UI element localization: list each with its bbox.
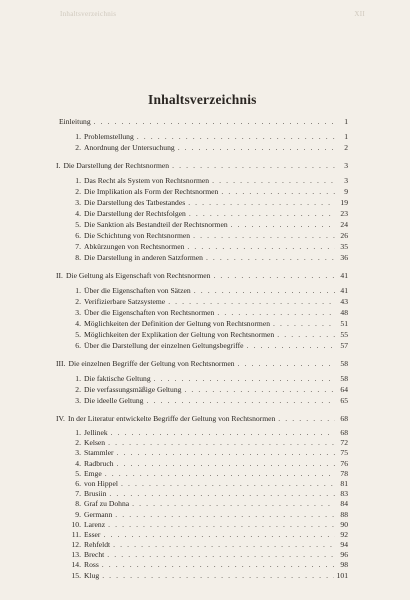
page-number: 68 <box>340 428 348 437</box>
page-number: 43 <box>340 297 348 306</box>
entry-number: 10. <box>71 519 81 529</box>
dot-leader <box>188 197 335 208</box>
toc-subsection-entry[interactable] <box>56 428 348 438</box>
entry-text <box>56 550 104 560</box>
entry-number: III. <box>56 359 66 368</box>
toc-subsection-entry[interactable] <box>56 285 348 296</box>
toc-subsection-entry[interactable] <box>56 318 348 329</box>
entry-number: 4. <box>75 458 81 468</box>
toc-subsection-entry[interactable] <box>56 499 348 509</box>
entry-label: Brusiin <box>84 489 107 499</box>
page-number: 36 <box>340 253 348 262</box>
page-number: 72 <box>340 438 348 448</box>
entry-text <box>56 438 105 448</box>
page-number: 92 <box>340 529 348 539</box>
entry-label: Rehfeldt <box>84 540 111 550</box>
entry-label: Die Darstellung des Tatbestandes <box>84 198 186 207</box>
dot-leader <box>178 142 335 153</box>
toc-subsection-entry[interactable] <box>56 560 348 570</box>
page-number: 90 <box>340 519 348 529</box>
toc-subsection-entry[interactable] <box>56 438 348 448</box>
page-number: 1 <box>344 117 348 126</box>
dot-leader <box>103 530 335 540</box>
entry-label: Verifizierbare Satzsysteme <box>84 297 166 306</box>
entry-label: Möglichkeiten der Definition der Geltung von Rechtsnormen <box>84 319 271 328</box>
entry-number: 3. <box>75 396 81 405</box>
dot-leader <box>278 413 335 424</box>
entry-number: 11. <box>71 529 81 539</box>
dot-leader <box>102 560 335 570</box>
entry-text <box>56 373 151 384</box>
section-gap <box>56 153 348 160</box>
entry-label: Die Darstellung der Rechtsnormen <box>63 161 170 170</box>
entry-number: 7. <box>75 489 81 499</box>
dot-leader <box>146 395 335 406</box>
entry-number: 13. <box>71 550 81 560</box>
entry-text <box>56 252 203 263</box>
entry-text <box>56 142 175 153</box>
entry-number: 7. <box>75 242 81 251</box>
toc-subsection-entry[interactable] <box>56 197 348 208</box>
entry-text <box>56 489 106 499</box>
dot-leader <box>108 438 335 448</box>
entry-text <box>56 428 108 438</box>
entry-number: 1. <box>75 286 81 295</box>
entry-number: 3. <box>75 448 81 458</box>
entry-number: 9. <box>75 509 81 519</box>
entry-text <box>56 358 235 369</box>
entry-text <box>56 160 169 171</box>
dot-leader <box>212 175 335 186</box>
toc-section-entry[interactable] <box>56 358 348 369</box>
entry-label: Klug <box>84 570 100 580</box>
entry-text <box>56 296 165 307</box>
dot-leader <box>102 571 333 581</box>
dot-leader <box>213 270 335 281</box>
toc-subsection-entry[interactable] <box>56 373 348 384</box>
toc-subsection-entry[interactable] <box>56 571 348 581</box>
entry-text <box>56 479 118 489</box>
entry-text <box>56 469 102 479</box>
toc-subsection-entry[interactable] <box>56 252 348 263</box>
entry-number: 3. <box>75 198 81 207</box>
toc-subsection-entry[interactable] <box>56 142 348 153</box>
toc-subsection-entry[interactable] <box>56 469 348 479</box>
entry-text <box>56 285 191 296</box>
page-number: 1 <box>344 132 348 141</box>
entry-text <box>56 131 134 142</box>
dot-leader <box>187 241 335 252</box>
dot-leader <box>117 448 335 458</box>
dot-leader <box>108 520 335 530</box>
entry-text <box>56 413 275 424</box>
page-number: 65 <box>340 396 348 405</box>
entry-text <box>56 175 209 186</box>
entry-number: 2. <box>75 143 81 152</box>
toc-subsection-entry[interactable] <box>56 307 348 318</box>
dot-leader <box>238 358 335 369</box>
page-number: 58 <box>340 359 348 368</box>
running-head-left: Inhaltsverzeichnis <box>60 10 117 18</box>
entry-label: Anordnung der Untersuchung <box>84 143 175 152</box>
entry-label: Problemstellung <box>84 132 134 141</box>
entry-text <box>56 510 112 520</box>
entry-number: I. <box>56 161 61 170</box>
page-number: 58 <box>340 374 348 383</box>
toc-subsection-entry[interactable] <box>56 510 348 520</box>
entry-label: Die einzelnen Begriffe der Geltung von Rechtsnormen <box>68 359 235 368</box>
entry-number: 5. <box>75 330 81 339</box>
entry-number: 2. <box>75 187 81 196</box>
dot-leader <box>154 373 335 384</box>
page-number: 41 <box>340 271 348 280</box>
toc-subsection-entry[interactable] <box>56 131 348 142</box>
page-number: 57 <box>340 341 348 350</box>
bleed-through-running-head <box>60 10 365 18</box>
page-number: 78 <box>340 468 348 478</box>
page-number: 24 <box>340 220 348 229</box>
dot-leader <box>231 219 335 230</box>
dot-leader <box>137 131 335 142</box>
entry-number: 6. <box>75 231 81 240</box>
page-number: 3 <box>344 176 348 185</box>
page-number: 19 <box>340 198 348 207</box>
entry-label: Das Recht als System von Rechtsnormen <box>84 176 210 185</box>
page-number: 26 <box>340 231 348 240</box>
entry-text <box>56 340 243 351</box>
page-number: 94 <box>340 540 348 550</box>
entry-label: Die faktische Geltung <box>84 374 151 383</box>
page-number: 2 <box>344 143 348 152</box>
page-number: 75 <box>340 448 348 458</box>
entry-label: Abkürzungen von Rechtsnormen <box>84 242 185 251</box>
page-number: 64 <box>340 385 348 394</box>
toc-subsection-entry[interactable] <box>56 241 348 252</box>
section-gap <box>56 351 348 358</box>
entry-number: 15. <box>71 570 81 580</box>
page-number: 83 <box>340 489 348 499</box>
toc-subsection-entry[interactable] <box>56 479 348 489</box>
entry-number: 5. <box>75 468 81 478</box>
running-head-right: XII <box>354 10 365 18</box>
entry-number: II. <box>56 271 63 280</box>
dot-leader <box>184 384 335 395</box>
dot-leader <box>132 499 335 509</box>
toc-subsection-entry[interactable] <box>56 540 348 550</box>
entry-text <box>56 459 114 469</box>
entry-number: 2. <box>75 438 81 448</box>
dot-leader <box>109 489 335 499</box>
page-number: 55 <box>340 330 348 339</box>
entry-text <box>56 307 214 318</box>
entry-label: Larenz <box>84 519 106 529</box>
entry-number: IV. <box>56 414 65 423</box>
toc-subsection-entry[interactable] <box>56 448 348 458</box>
toc-section-entry[interactable] <box>56 116 348 127</box>
page-number: 96 <box>340 550 348 560</box>
entry-number: 6. <box>75 341 81 350</box>
entry-text <box>56 241 184 252</box>
dot-leader <box>221 186 335 197</box>
table-of-contents <box>56 116 348 581</box>
entry-text <box>56 530 100 540</box>
page-number: 9 <box>344 187 348 196</box>
entry-label: Ross <box>84 560 99 570</box>
page-number: 68 <box>340 414 348 423</box>
entry-label: Die Implikation als Form der Rechtsnormen <box>84 187 219 196</box>
dot-leader <box>105 469 335 479</box>
dot-leader <box>206 252 335 263</box>
entry-label: Jellinek <box>84 428 108 437</box>
entry-label: Esser <box>84 529 101 539</box>
toc-section-entry[interactable] <box>56 270 348 281</box>
dot-leader <box>273 318 335 329</box>
toc-subsection-entry[interactable] <box>56 395 348 406</box>
entry-text <box>56 116 91 127</box>
dot-leader <box>113 540 335 550</box>
dot-leader <box>121 479 335 489</box>
entry-label: Die Sanktion als Bestandteil der Rechtsnormen <box>84 220 228 229</box>
entry-text <box>56 318 270 329</box>
entry-text <box>56 384 181 395</box>
page-number: 101 <box>336 570 348 580</box>
dot-leader <box>194 285 335 296</box>
entry-label: Einleitung <box>59 117 91 126</box>
dot-leader <box>172 160 335 171</box>
entry-label: Die ideelle Geltung <box>84 396 144 405</box>
toc-subsection-entry[interactable] <box>56 186 348 197</box>
toc-subsection-entry[interactable] <box>56 459 348 469</box>
section-gap <box>56 263 348 270</box>
toc-section-entry[interactable] <box>56 413 348 424</box>
entry-label: von Hippel <box>84 478 118 488</box>
entry-label: Die Darstellung in anderen Satzformen <box>84 253 203 262</box>
toc-subsection-entry[interactable] <box>56 219 348 230</box>
toc-section-entry[interactable] <box>56 160 348 171</box>
dot-leader <box>189 208 335 219</box>
entry-number: 1. <box>75 374 81 383</box>
page-number: 23 <box>340 209 348 218</box>
toc-subsection-entry[interactable] <box>56 520 348 530</box>
entry-number: 4. <box>75 209 81 218</box>
entry-label: Stammler <box>84 448 114 458</box>
entry-number: 3. <box>75 308 81 317</box>
page-number: 3 <box>344 161 348 170</box>
entry-text <box>56 186 218 197</box>
page-number: 88 <box>340 509 348 519</box>
entry-text <box>56 540 110 550</box>
entry-label: In der Literatur entwickelte Begriffe der Geltung von Rechtsnormen <box>67 414 276 423</box>
entry-label: Radbruch <box>84 458 114 468</box>
entry-label: Emge <box>84 468 102 478</box>
entry-text <box>56 571 99 581</box>
toc-subsection-entry[interactable] <box>56 340 348 351</box>
entry-number: 14. <box>71 560 81 570</box>
entry-label: Die Schichtung von Rechtsnormen <box>84 231 191 240</box>
entry-number: 2. <box>75 297 81 306</box>
toc-subsection-entry[interactable] <box>56 550 348 560</box>
dot-leader <box>277 329 335 340</box>
entry-text <box>56 520 105 530</box>
dot-leader <box>115 510 335 520</box>
entry-number: 6. <box>75 478 81 488</box>
dot-leader <box>193 230 335 241</box>
dot-leader <box>111 428 335 438</box>
entry-number: 1. <box>75 132 81 141</box>
toc-subsection-entry[interactable] <box>56 230 348 241</box>
toc-subsection-entry[interactable] <box>56 530 348 540</box>
page-number: 48 <box>340 308 348 317</box>
toc-subsection-entry[interactable] <box>56 296 348 307</box>
toc-subsection-entry[interactable] <box>56 175 348 186</box>
page-number: 81 <box>340 478 348 488</box>
entry-text <box>56 329 274 340</box>
entry-label: Die Geltung als Eigenschaft von Rechtsnormen <box>65 271 211 280</box>
entry-label: Brecht <box>84 550 105 560</box>
toc-subsection-entry[interactable] <box>56 384 348 395</box>
entry-text <box>56 270 210 281</box>
entry-label: Graf zu Dohna <box>84 499 130 509</box>
entry-number: 2. <box>75 385 81 394</box>
entry-text <box>56 560 99 570</box>
entry-label: Die Darstellung der Rechtsfolgen <box>84 209 186 218</box>
entry-text <box>56 208 186 219</box>
dot-leader <box>246 340 335 351</box>
page-number: 84 <box>340 499 348 509</box>
entry-number: 8. <box>75 499 81 509</box>
entry-label: Über die Darstellung der einzelnen Geltungsbegriffe <box>84 341 244 350</box>
toc-subsection-entry[interactable] <box>56 208 348 219</box>
dot-leader <box>94 116 335 127</box>
dot-leader <box>168 296 335 307</box>
entry-number: 4. <box>75 319 81 328</box>
dot-leader <box>117 459 335 469</box>
page-number: 35 <box>340 242 348 251</box>
entry-label: Germann <box>84 509 113 519</box>
dot-leader <box>217 307 335 318</box>
entry-text <box>56 219 228 230</box>
entry-text <box>56 395 143 406</box>
entry-label: Möglichkeiten der Explikation der Geltung von Rechtsnormen <box>84 330 275 339</box>
entry-text <box>56 448 114 458</box>
entry-label: Kelsen <box>84 438 106 448</box>
page-number: 98 <box>340 560 348 570</box>
entry-text <box>56 230 190 241</box>
entry-number: 1. <box>75 176 81 185</box>
entry-number: 5. <box>75 220 81 229</box>
entry-text <box>56 197 185 208</box>
entry-number: 1. <box>75 428 81 437</box>
entry-label: Über die Eigenschaften von Rechtsnormen <box>84 308 215 317</box>
toc-subsection-entry[interactable] <box>56 489 348 499</box>
section-gap <box>56 406 348 413</box>
page-title: Inhaltsverzeichnis <box>148 92 257 107</box>
page-number: 76 <box>340 458 348 468</box>
dot-leader <box>107 550 335 560</box>
entry-number: 8. <box>75 253 81 262</box>
entry-label: Die verfassungsmäßige Geltung <box>84 385 182 394</box>
entry-label: Über die Eigenschaften von Sätzen <box>84 286 191 295</box>
toc-subsection-entry[interactable] <box>56 329 348 340</box>
page-number: 41 <box>340 286 348 295</box>
page-number: 51 <box>340 319 348 328</box>
entry-number: 12. <box>71 540 81 550</box>
entry-text <box>56 499 129 509</box>
